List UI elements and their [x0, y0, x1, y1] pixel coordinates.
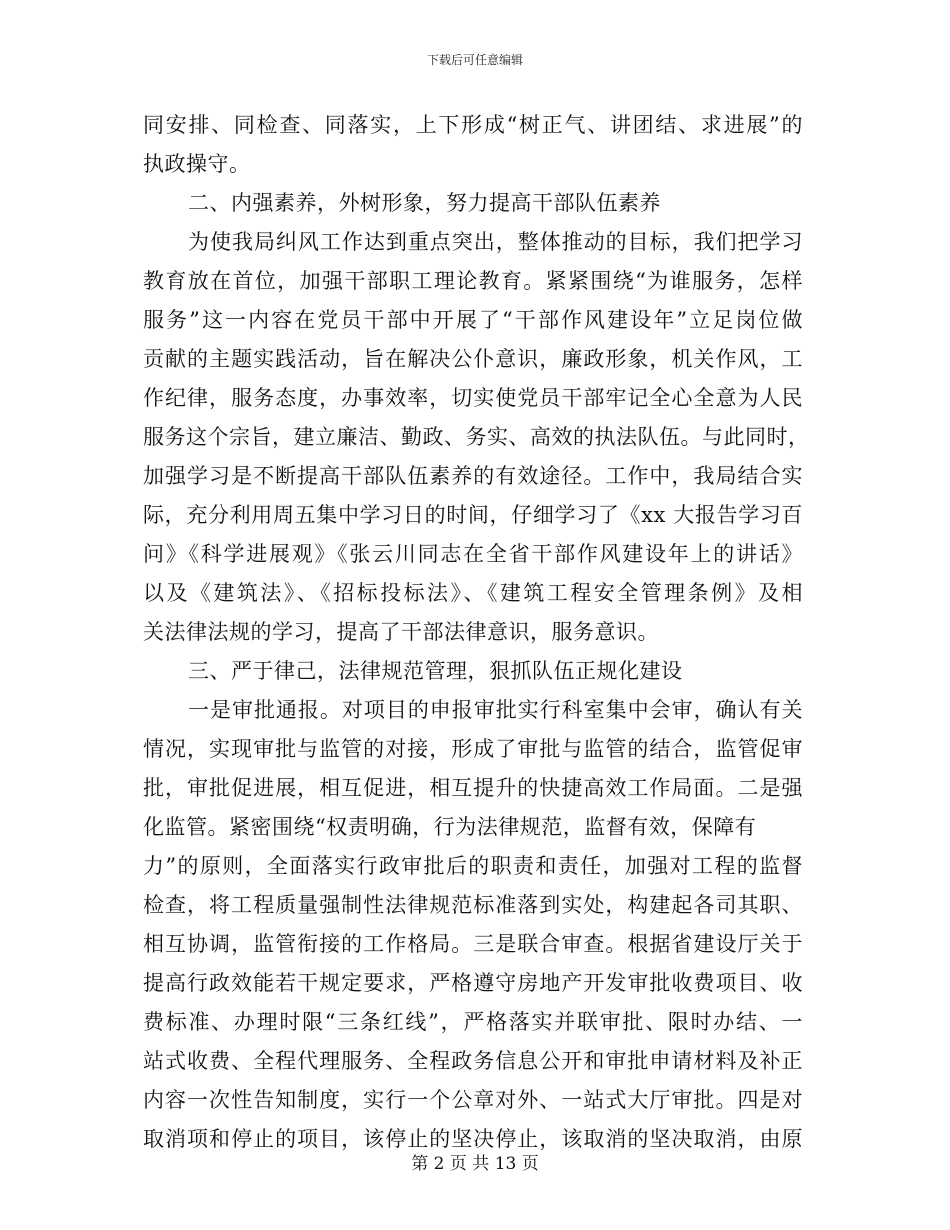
- body-line: 费标准、办理时限“三条红线”，严格落实并联审批、限时办结、一: [143, 1010, 803, 1034]
- body-line: 取消项和停止的项目，该停止的坚决停止，该取消的坚决取消，由原: [143, 1127, 803, 1151]
- body-line: 服务这个宗旨，建立廉洁、勤政、务实、高效的执法队伍。与此同时，: [143, 425, 810, 449]
- body-line: 问》《科学进展观》《张云川同志在全省干部作风建设年上的讲话》: [143, 542, 803, 566]
- body-line: 加强学习是不断提高干部队伍素养的有效途径。工作中，我局结合实: [143, 464, 803, 488]
- body-line: 内容一次性告知制度，实行一个公章对外、一站式大厅审批。四是对: [143, 1088, 803, 1112]
- body-line: 为使我局纠风工作达到重点突出，整体推动的目标，我们把学习: [188, 230, 803, 254]
- body-line: 以及《建筑法》、《招标投标法》、《建筑工程安全管理条例》及相: [143, 581, 803, 605]
- document-body: [143, 106, 810, 1159]
- body-line: 作纪律，服务态度，办事效率，切实使党员干部牢记全心全意为人民: [143, 386, 803, 410]
- body-line: 贡献的主题实践活动，旨在解决公仆意识，廉政形象，机关作风，工: [143, 347, 803, 371]
- body-line: 化监管。紧密围绕“权责明确，行为法律规范，监督有效，保障有: [143, 815, 757, 839]
- body-line: 站式收费、全程代理服务、全程政务信息公开和审批申请材料及补正: [143, 1049, 803, 1073]
- body-line: 同安排、同检查、同落实，上下形成“树正气、讲团结、求进展”的: [143, 113, 803, 137]
- section-heading: 二、内强素养，外树形象，努力提高干部队伍素养: [188, 191, 661, 215]
- section-heading: 三、严于律己，法律规范管理，狠抓队伍正规化建设: [188, 659, 683, 683]
- page-number-footer: 第 2 页 共 13 页: [411, 1154, 539, 1174]
- body-line: 相互协调，监管衔接的工作格局。三是联合审查。根据省建设厅关于: [143, 932, 803, 956]
- body-line: 力”的原则，全面落实行政审批后的职责和责任，加强对工程的监督: [143, 854, 803, 878]
- body-line: 服务”这一内容在党员干部中开展了“干部作风建设年”立足岗位做: [143, 308, 803, 332]
- body-line: 提高行政效能若干规定要求，严格遵守房地产开发审批收费项目、收: [143, 971, 803, 995]
- body-line: 执政操守。: [143, 152, 251, 176]
- body-line: 一是审批通报。对项目的申报审批实行科室集中会审，确认有关: [188, 698, 803, 722]
- page-header: 下载后可任意编辑: [426, 53, 523, 67]
- body-line: 检查，将工程质量强制性法律规范标准落到实处，构建起各司其职、: [143, 893, 803, 917]
- body-line: 际，充分利用周五集中学习日的时间，仔细学习了《xx 大报告学习百: [143, 503, 803, 527]
- body-line: 情况，实现审批与监管的对接，形成了审批与监管的结合，监管促审: [143, 737, 803, 761]
- body-line: 教育放在首位，加强干部职工理论教育。紧紧围绕“为谁服务，怎样: [143, 269, 803, 293]
- body-line: 批，审批促进展，相互促进，相互提升的快捷高效工作局面。二是强: [143, 776, 803, 800]
- body-line: 关法律法规的学习，提高了干部法律意识，服务意识。: [143, 620, 659, 644]
